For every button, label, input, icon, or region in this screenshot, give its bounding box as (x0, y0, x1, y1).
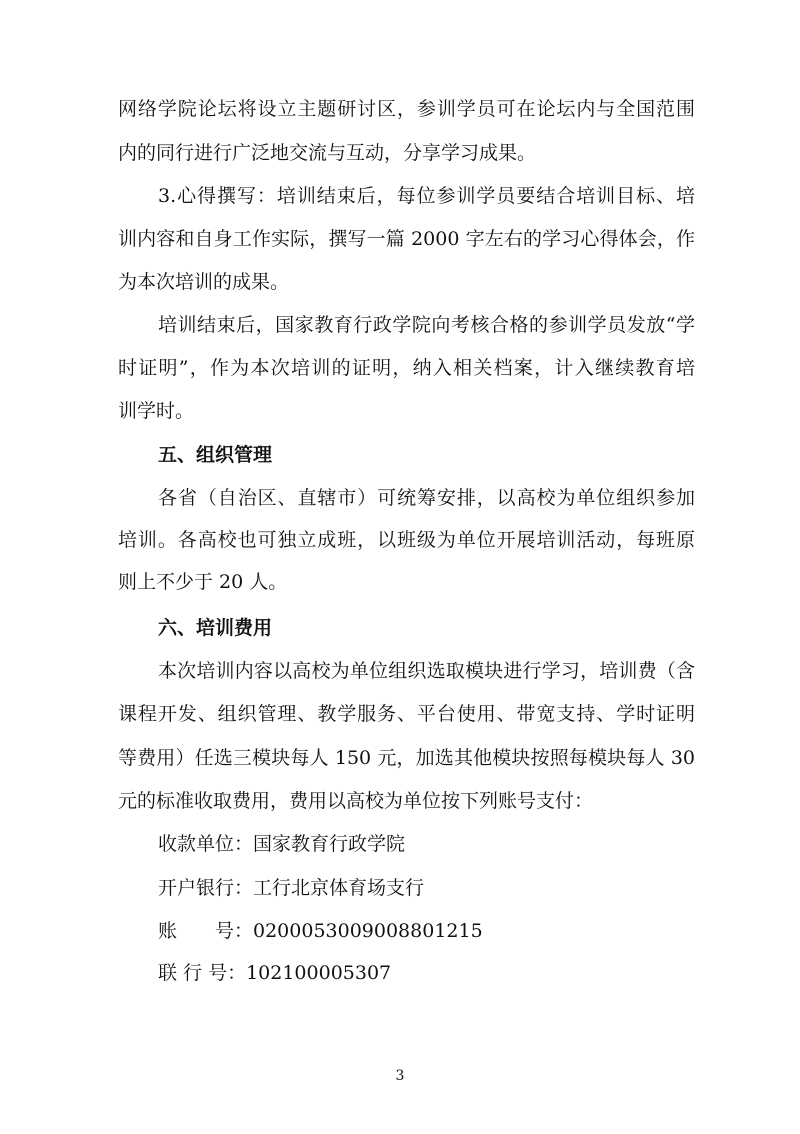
paragraph-line: 训学时。 (118, 400, 195, 422)
paragraph-line: 课程开发、组织管理、教学服务、平台使用、带宽支持、学时证明 (118, 703, 695, 725)
payee-line: 收款单位：国家教育行政学院 (158, 833, 406, 855)
paragraph-line: 培训。各高校也可独立成班，以班级为单位开展培训活动，每班原 (118, 529, 695, 551)
page-number: 3 (395, 1068, 405, 1084)
paragraph-line: 等费用）任选三模块每人 150 元，加选其他模块按照每模块每人 30 (118, 747, 695, 769)
paragraph-line: 网络学院论坛将设立主题研讨区，参训学员可在论坛内与全国范围 (118, 98, 695, 120)
paragraph-line: 元的标准收取费用，费用以高校为单位按下列账号支付： (118, 790, 594, 812)
section-heading: 六、培训费用 (158, 617, 273, 639)
section-heading: 五、组织管理 (158, 444, 273, 466)
paragraph-line: 各省（自治区、直辖市）可统筹安排，以高校为单位组织参加 (158, 487, 695, 509)
bank-line: 开户银行：工行北京体育场支行 (158, 877, 425, 899)
paragraph-line: 训内容和自身工作实际，撰写一篇 2000 字左右的学习心得体会，作 (118, 228, 695, 250)
paragraph-line: 本次培训内容以高校为单位组织选取模块进行学习，培训费（含 (158, 660, 695, 682)
paragraph-line: 内的同行进行广泛地交流与互动，分享学习成果。 (118, 142, 537, 164)
paragraph-line: 为本次培训的成果。 (118, 271, 290, 293)
paragraph-line: 时证明”，作为本次培训的证明，纳入相关档案，计入继续教育培 (118, 357, 695, 379)
paragraph-line: 培训结束后，国家教育行政学院向考核合格的参训学员发放“学 (158, 314, 695, 336)
bank-code-line: 联 行 号：102100005307 (158, 962, 392, 984)
account-number-line: 账 号：0200053009008801215 (158, 920, 483, 942)
paragraph-line: 则上不少于 20 人。 (118, 571, 288, 593)
paragraph-line: 3.心得撰写：培训结束后，每位参训学员要结合培训目标、培 (158, 185, 695, 207)
